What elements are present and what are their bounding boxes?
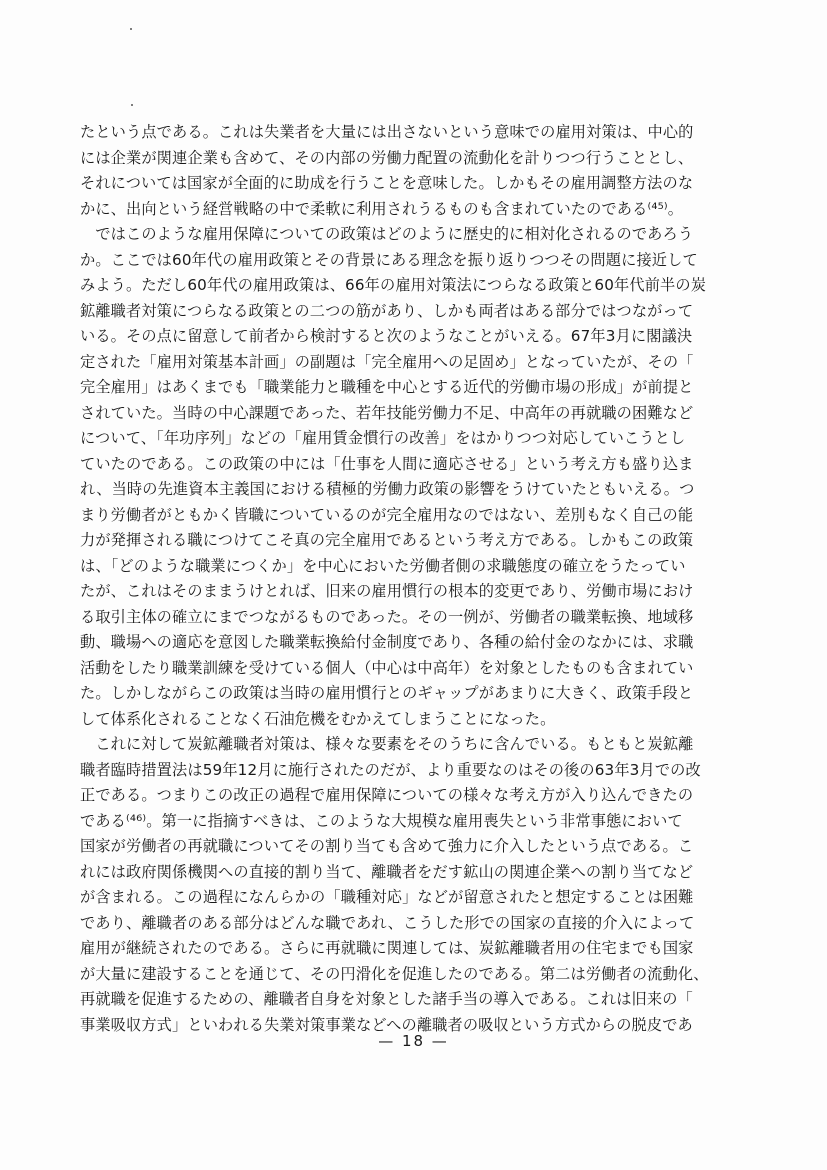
text-line: 力が発揮される職につけてこそ真の完全雇用であるという考え方である。しかもこの政策 bbox=[80, 531, 694, 549]
text-line: それについては国家が全面的に助成を行うことを意味した。しかもその雇用調整方法のな bbox=[80, 174, 694, 192]
page-number: — 18 — bbox=[378, 1032, 449, 1050]
text-line: には企業が関連企業も含めて、その内部の労働力配置の流動化を計りつつ行うこととし、 bbox=[80, 148, 694, 167]
text-line: れ、当時の先進資本主義国における積極的労働力政策の影響をうけていたともいえる。つ bbox=[80, 480, 695, 498]
text-line: について、「年功序列」などの「雇用賃金慣行の改善」をはかりつつ対応していこうとし bbox=[80, 429, 686, 447]
text-line: たという点である。これは失業者を大量には出さないという意味での雇用対策は、中心的 bbox=[80, 123, 694, 141]
scan-speck bbox=[130, 28, 132, 30]
text-line: 再就職を促進するための、離職者自身を対象とした諸手当の導入である。これは旧来の「 bbox=[80, 990, 693, 1008]
text-line: れには政府関係機関への直接的割り当て、離職者をだす鉱山の関連企業への割り当てなど bbox=[80, 862, 694, 881]
text-line: 正である。つまりこの改正の過程で雇用保障についての様々な考え方が入り込んできたの bbox=[80, 786, 694, 804]
text-line: は、「どのような職業につくか」を中心においた労働者側の求職態度の確立をうたってい bbox=[80, 556, 686, 575]
text-line: か。ここでは60年代の雇用政策とその背景にある理念を振り返りつつその問題に接近して bbox=[80, 250, 698, 269]
text-line: 国家が労働者の再就職についてその割り当ても含めて強力に介入したという点である。こ bbox=[80, 837, 694, 855]
text-line: たが、これはそのままうけとれば、旧来の雇用慣行の根本的変更であり、労働市場におけ bbox=[80, 582, 694, 600]
text-line: 鉱離職者対策につらなる政策との二つの筋があり、しかも両者はある部分ではつながって bbox=[80, 301, 694, 320]
text-line: が大量に建設することを通じて、その円滑化を促進したのである。第二は労働者の流動化、 bbox=[80, 964, 709, 983]
text-line: である⁽⁴⁶⁾。第一に指摘すべきは、このような大規模な雇用喪失という非常事態において bbox=[80, 811, 683, 830]
text-line: みよう。ただし60年代の雇用政策は、66年の雇用対策法につらなる政策と60年代前半の炭 bbox=[80, 276, 707, 294]
text-line: 活動をしたり職業訓練を受けている個人（中心は中高年）を対象としたものも含まれてい bbox=[80, 658, 694, 677]
text-line: されていた。当時の中心課題であった、若年技能労働力不足、中高年の再就職の困難など bbox=[80, 403, 694, 422]
text-line: かに、出向という経営戦略の中で柔軟に利用されうるものも含まれていたのである⁽⁴⁵⁾。 bbox=[80, 199, 684, 218]
scan-speck bbox=[131, 104, 133, 106]
text-line: 職者臨時措置法は59年12月に施行されたのだが、より重要なのはその後の63年3月での改 bbox=[80, 760, 701, 779]
text-line: いる。その点に留意して前者から検討すると次のようなことがいえる。67年3月に閣議決 bbox=[80, 327, 693, 345]
text-line: る取引主体の確立にまでつながるものであった。その一例が、労働者の職業転換、地域移 bbox=[80, 607, 694, 626]
text-line: 事業吸収方式」といわれる失業対策事業などへの離職者の吸収という方式からの脱皮であ bbox=[80, 1015, 693, 1034]
text-line: であり、離職者のある部分はどんな職であれ、こうした形での国家の直接的介入によって bbox=[80, 913, 695, 932]
text-line: ではこのような雇用保障についての政策はどのように歴史的に相対化されるのであろう bbox=[80, 225, 694, 243]
text-line: 雇用が継続されたのである。さらに再就職に関連しては、炭鉱離職者用の住宅までも国家 bbox=[80, 939, 694, 957]
text-line: ていたのである。この政策の中には「仕事を人間に適応させる」という考え方も盛り込ま bbox=[80, 454, 694, 473]
text-line: た。しかしながらこの政策は当時の雇用慣行とのギャップがあまりに大きく、政策手段と bbox=[80, 684, 694, 702]
body-text bbox=[80, 120, 752, 1038]
text-line: して体系化されることなく石油危機をむかえてしまうことになった。 bbox=[80, 709, 556, 728]
text-line: これに対して炭鉱離職者対策は、様々な要素をそのうちに含んでいる。もともと炭鉱離 bbox=[80, 735, 694, 753]
text-line: 完全雇用」はあくまでも「職業能力と職種を中心とする近代的労働市場の形成」が前提と bbox=[80, 378, 694, 396]
text-line: 定された「雇用対策基本計画」の副題は「完全雇用への足固め」となっていたが、その「 bbox=[80, 352, 694, 371]
text-line: 動、職場への適応を意図した職業転換給付金制度であり、各種の給付金のなかには、求職 bbox=[80, 633, 694, 651]
text-line: まり労働者がともかく皆職についているのが完全雇用なのではない、差別もなく自己の能 bbox=[80, 505, 694, 524]
text-line: が含まれる。この過程になんらかの「職種対応」などが留意されたと想定することは困難 bbox=[80, 888, 694, 906]
